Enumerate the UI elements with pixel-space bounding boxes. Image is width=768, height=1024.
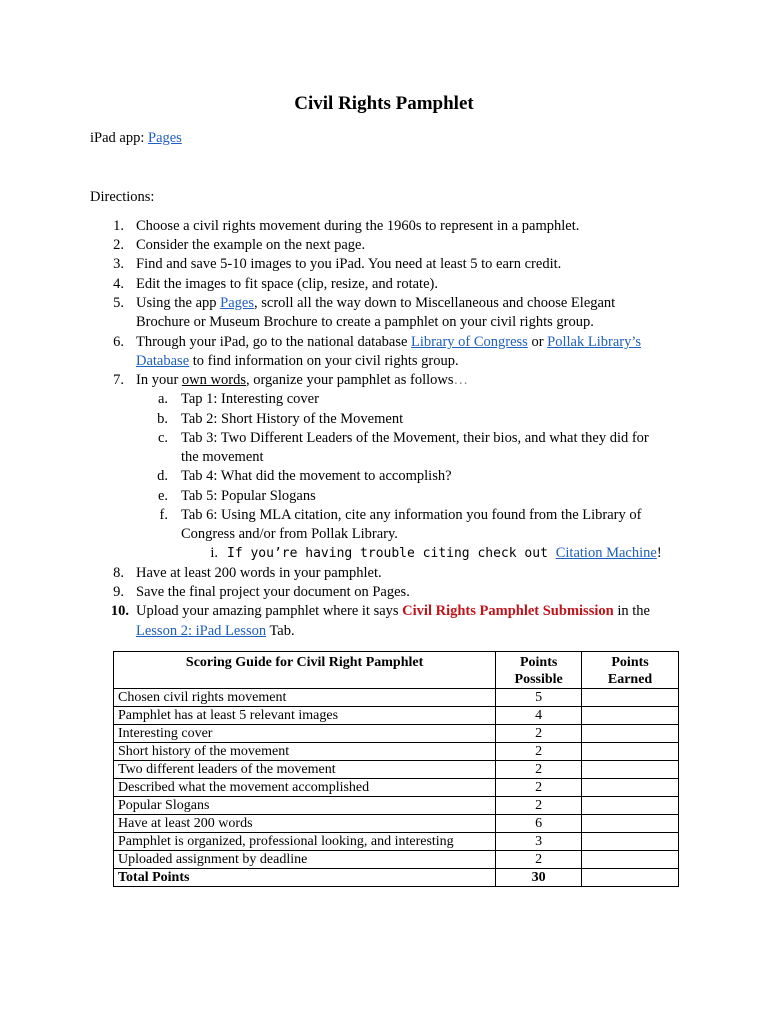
substep-letter: f. [159, 507, 168, 523]
table-row [114, 761, 679, 779]
table-row [114, 797, 679, 815]
step-text-post: , scroll all the way down to Miscellaneous and choose Elegant [254, 295, 616, 311]
library-of-congress-link[interactable]: Library of Congress [411, 334, 528, 350]
table-cell-earned[interactable] [582, 761, 679, 779]
step-text [136, 334, 641, 351]
table-cell-earned[interactable] [582, 851, 679, 869]
table-cell-earned[interactable] [582, 689, 679, 707]
pages-link[interactable]: Pages [148, 130, 182, 146]
table-total-row [114, 869, 679, 887]
step-number: 5. [113, 295, 124, 311]
table-cell-earned[interactable] [582, 833, 679, 851]
table-cell-earned[interactable] [582, 797, 679, 815]
lesson-2-link[interactable]: Lesson 2: iPad Lesson [136, 623, 267, 639]
step-text [136, 372, 468, 389]
step-text: Save the final project your document on Pages. [136, 584, 410, 600]
substep-letter: b. [157, 411, 168, 427]
step-number: 6. [113, 334, 124, 350]
header-guide: Scoring Guide for Civil Right Pamphlet [114, 652, 496, 689]
step-number: 7. [113, 372, 124, 388]
step-text-pre: In your [136, 372, 182, 388]
scoring-guide-table [113, 651, 679, 887]
header-text: Earned [607, 672, 653, 687]
table-cell-points: 6 [496, 815, 582, 833]
table-cell-points: 2 [496, 851, 582, 869]
table-row [114, 707, 679, 725]
table-row [114, 833, 679, 851]
step-number: 4. [113, 276, 124, 292]
step-text-pre: Through your iPad, go to the national database [136, 334, 412, 350]
table-cell-points: 2 [496, 725, 582, 743]
step-text-pre: Upload your amazing pamphlet where it says [136, 603, 403, 619]
step-text-post: to find information on your civil rights group. [189, 353, 459, 369]
header-points-possible [496, 652, 582, 689]
table-cell-item: Two different leaders of the movement [114, 761, 496, 779]
table-cell-item: Have at least 200 words [114, 815, 496, 833]
step-text [136, 295, 615, 312]
step-number: 3. [113, 256, 124, 272]
directions-label: Directions: [90, 189, 155, 205]
substep-text-pre: If you’re having trouble citing check out [227, 546, 556, 561]
table-cell-points: 2 [496, 743, 582, 761]
table-cell-earned[interactable] [582, 779, 679, 797]
table-row [114, 689, 679, 707]
substep-roman: i. [210, 545, 218, 561]
substep-text: Tab 3: Two Different Leaders of the Movement, their bios, and what they did for [181, 430, 649, 446]
submission-name: Civil Rights Pamphlet Submission [402, 603, 614, 619]
substep-text-continued: the movement [181, 449, 264, 465]
step-text-post: , organize your pamphlet as follows [245, 372, 454, 388]
step-text-pre: Using the app [136, 295, 221, 311]
app-label: iPad app: [90, 130, 148, 146]
own-words-underlined: own words [181, 372, 246, 388]
pollak-library-link[interactable]: Pollak Library’s [547, 334, 642, 350]
table-cell-earned[interactable] [582, 725, 679, 743]
step-number: 9. [113, 584, 124, 600]
substep-text: Tab 6: Using MLA citation, cite any information you found from the Library of [181, 507, 642, 523]
total-cell-points: 30 [496, 869, 582, 887]
table-row [114, 779, 679, 797]
table-cell-item: Short history of the movement [114, 743, 496, 761]
table-row [114, 851, 679, 869]
table-body [114, 689, 679, 887]
table-cell-item: Uploaded assignment by deadline [114, 851, 496, 869]
step-text-continued [136, 353, 459, 370]
substep-letter: e. [157, 488, 168, 504]
table-cell-item: Pamphlet is organized, professional looking, and interesting [114, 833, 496, 851]
table-cell-earned[interactable] [582, 743, 679, 761]
step-text-continued: Brochure or Museum Brochure to create a pamphlet on your civil rights group. [136, 314, 594, 330]
substep-text: Tab 2: Short History of the Movement [181, 411, 404, 427]
table-cell-item: Described what the movement accomplished [114, 779, 496, 797]
step-number: 2. [113, 237, 124, 253]
document-title: Civil Rights Pamphlet [294, 93, 474, 114]
step-text-post: Tab. [266, 623, 295, 639]
table-cell-item: Interesting cover [114, 725, 496, 743]
header-text: Possible [514, 672, 563, 687]
substep-text [227, 545, 662, 562]
substep-text: Tap 1: Interesting cover [181, 391, 319, 407]
table-cell-points: 2 [496, 761, 582, 779]
header-points-earned [582, 652, 679, 689]
step-text: Find and save 5-10 images to you iPad. You need at least 5 to earn credit. [136, 256, 562, 272]
table-row [114, 725, 679, 743]
table-cell-earned[interactable] [582, 707, 679, 725]
table-row [114, 743, 679, 761]
substep-text-post: ! [656, 545, 662, 561]
step-text: Consider the example on the next page. [136, 237, 366, 253]
header-text: Points [519, 655, 558, 670]
table-cell-earned[interactable] [582, 815, 679, 833]
table-cell-item: Popular Slogans [114, 797, 496, 815]
table-cell-points: 2 [496, 779, 582, 797]
table-cell-item: Pamphlet has at least 5 relevant images [114, 707, 496, 725]
header-text: Points [611, 655, 649, 670]
step-number: 8. [113, 565, 124, 581]
step-number: 10. [110, 603, 129, 619]
step-text-continued [136, 623, 295, 640]
substep-text-continued: Congress and/or from Pollak Library. [181, 526, 398, 542]
substep-text: Tab 5: Popular Slogans [181, 488, 316, 504]
step-text-post: in the [613, 603, 650, 619]
substep-letter: a. [157, 391, 168, 407]
table-row [114, 815, 679, 833]
table-cell-points: 4 [496, 707, 582, 725]
total-cell-earned[interactable] [582, 869, 679, 887]
table-cell-points: 2 [496, 797, 582, 815]
table-cell-points: 5 [496, 689, 582, 707]
total-cell-item: Total Points [114, 869, 496, 887]
step-text: Have at least 200 words in your pamphlet. [136, 565, 382, 581]
table-cell-points: 3 [496, 833, 582, 851]
step-text: Edit the images to fit space (clip, resize, and rotate). [136, 276, 438, 292]
substep-letter: d. [157, 468, 168, 484]
substep-letter: c. [157, 430, 168, 446]
ellipsis: … [453, 372, 468, 388]
substep-text: Tab 4: What did the movement to accomplish? [181, 468, 452, 484]
step-text [136, 603, 650, 620]
table-cell-item: Chosen civil rights movement [114, 689, 496, 707]
step-text: Choose a civil rights movement during the 1960s to represent in a pamphlet. [136, 218, 580, 234]
step-text-mid: or [527, 334, 548, 350]
app-line [90, 130, 182, 147]
step-number: 1. [113, 218, 124, 234]
pages-link-inline[interactable]: Pages [220, 295, 255, 311]
citation-machine-link[interactable]: Citation Machine [555, 545, 657, 561]
table-header-row [114, 652, 679, 689]
pollak-library-database-link[interactable]: Database [136, 353, 190, 369]
